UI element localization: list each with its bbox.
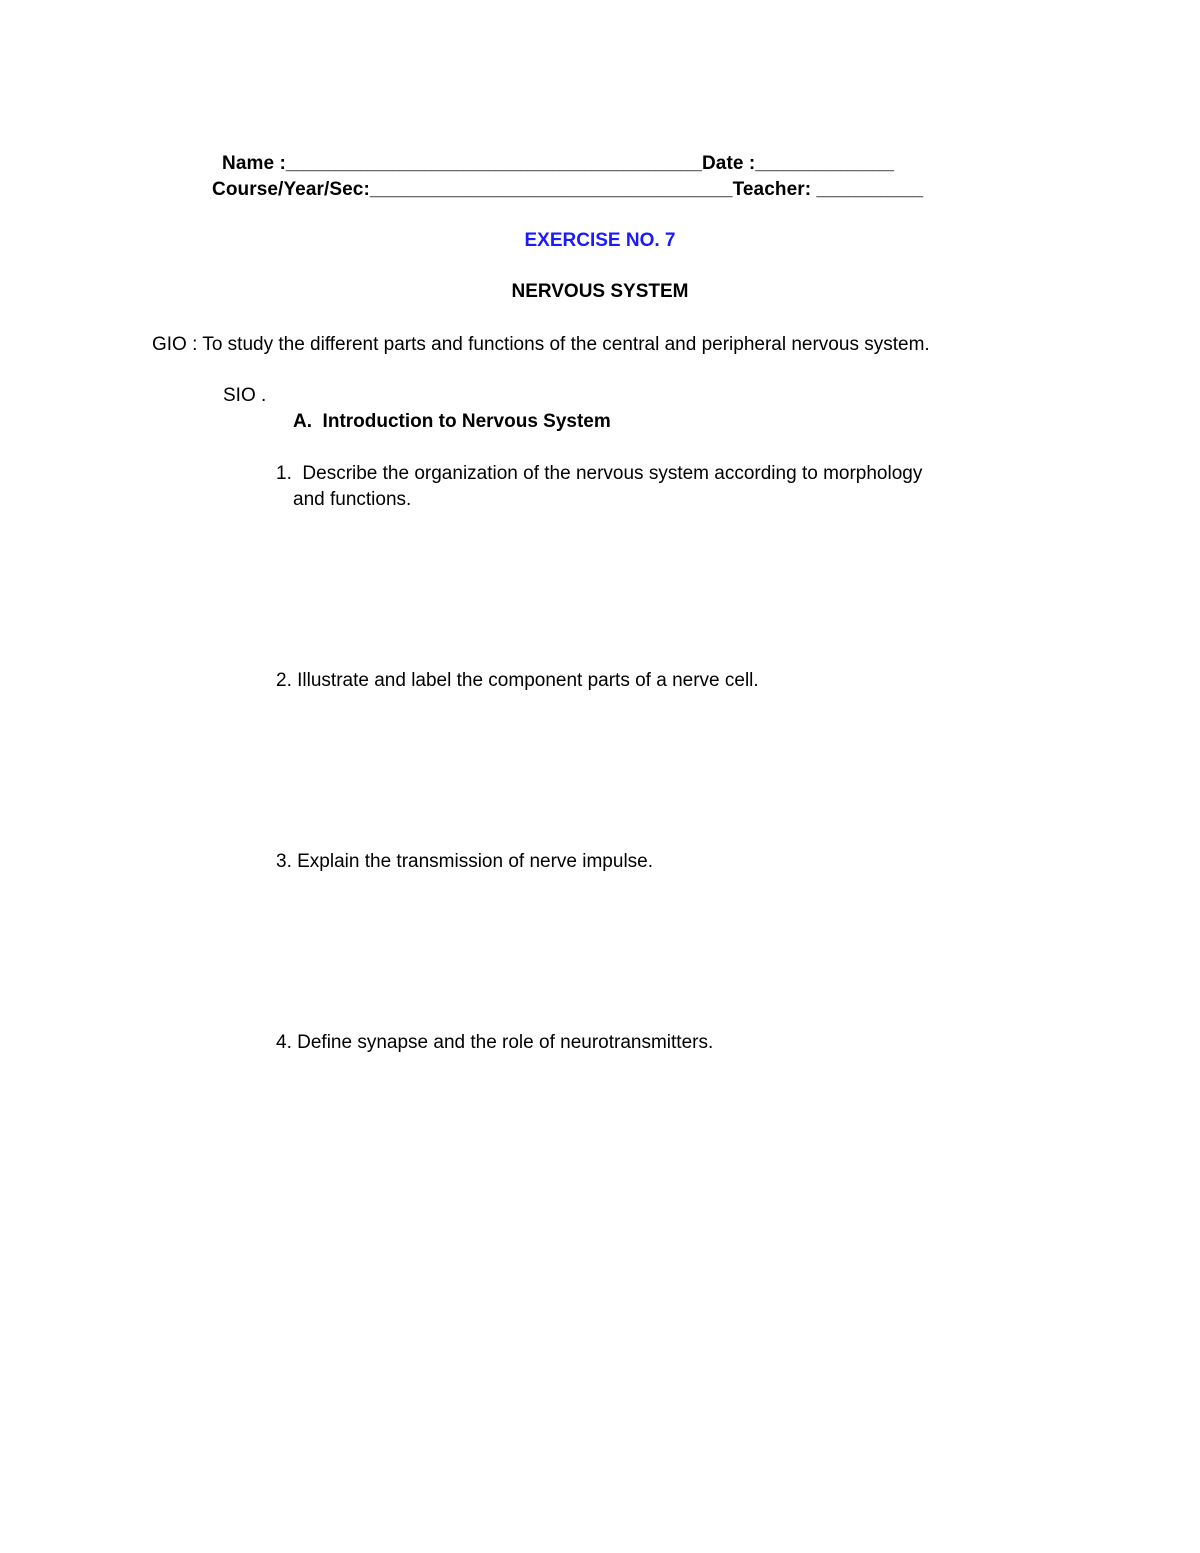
course-teacher-line: Course/Year/Sec:__________________________________Teacher: __________ xyxy=(212,179,924,200)
question-1-continuation: and functions. xyxy=(293,489,412,510)
topic-title: NERVOUS SYSTEM xyxy=(511,281,689,302)
exercise-title: EXERCISE NO. 7 xyxy=(524,230,676,251)
question-1: 1. Describe the organization of the nervous system according to morphology xyxy=(276,463,923,484)
sio-label: SIO . xyxy=(223,385,267,406)
question-3: 3. Explain the transmission of nerve impulse. xyxy=(276,851,654,872)
name-date-line: Name :_______________________________________Date :_____________ xyxy=(222,153,895,174)
question-4: 4. Define synapse and the role of neurotransmitters. xyxy=(276,1032,714,1053)
section-a-heading: A. Introduction to Nervous System xyxy=(293,411,611,432)
gio-statement: GIO : To study the different parts and functions of the central and peripheral nervous system. xyxy=(152,334,930,355)
question-2: 2. Illustrate and label the component parts of a nerve cell. xyxy=(276,670,759,691)
